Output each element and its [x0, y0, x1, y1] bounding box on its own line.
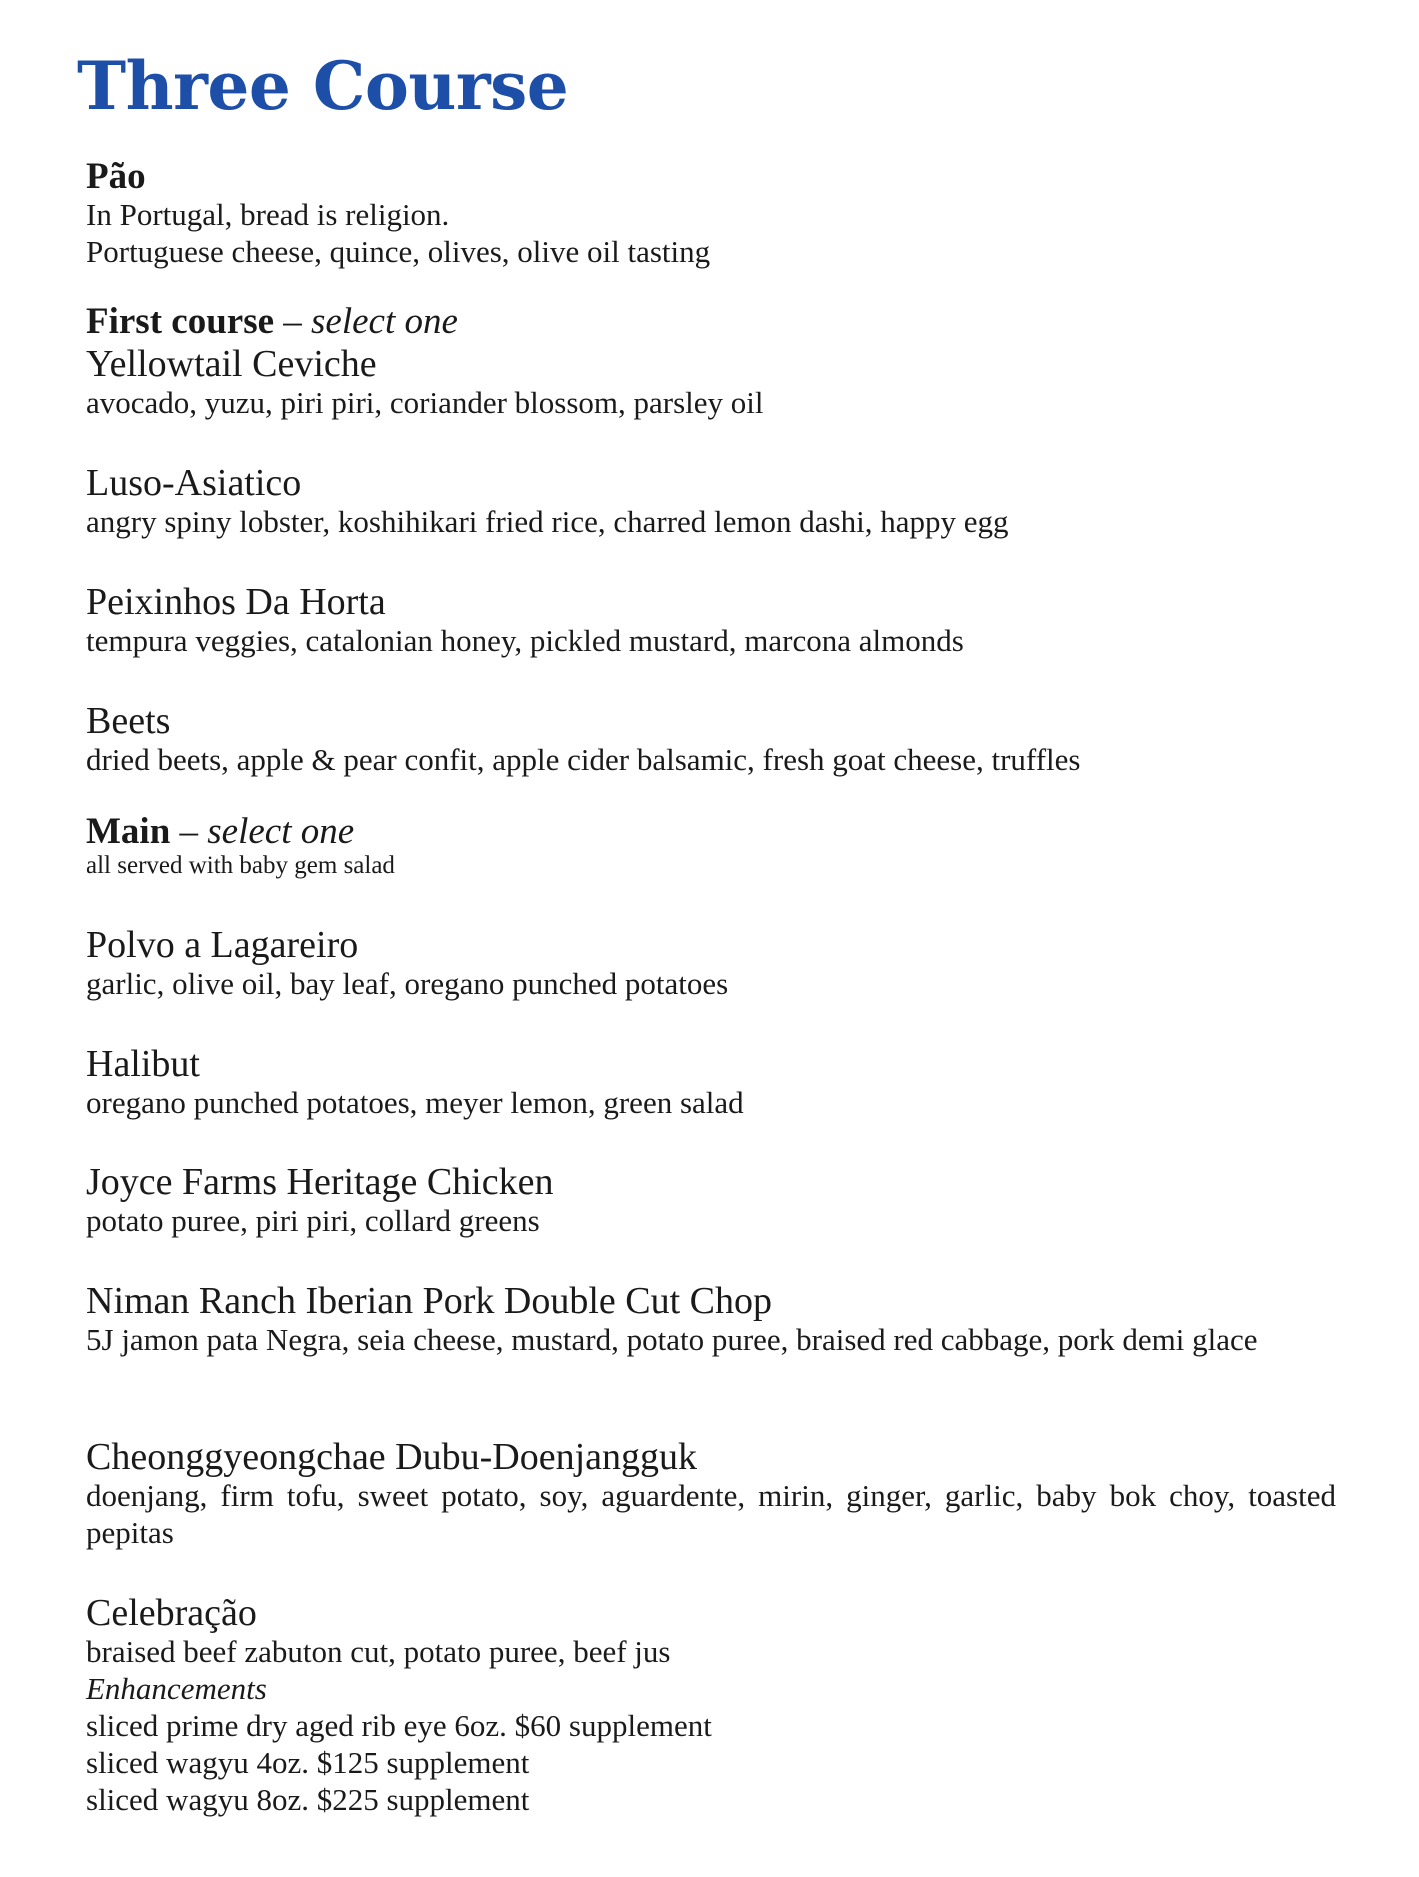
dish-description: tempura veggies, catalonian honey, pickled mustard, marcona almonds	[86, 623, 964, 658]
dish-name: Celebração	[86, 1592, 257, 1634]
enhancement-item: sliced wagyu 4oz. $125 supplement	[86, 1745, 530, 1780]
dish-polvo-a-lagareiro	[86, 925, 1336, 1002]
dish-dubu-doenjangguk	[86, 1437, 1336, 1551]
first-course-select-note: select one	[311, 301, 458, 342]
dish-beets	[86, 701, 1336, 778]
pao-heading: Pão	[86, 156, 146, 197]
dish-name: Peixinhos Da Horta	[86, 581, 386, 623]
dish-name: Cheonggyeongchae Dubu-Doenjangguk	[86, 1436, 698, 1478]
first-course-label: First course	[86, 301, 275, 342]
dish-description: angry spiny lobster, koshihikari fried rice, charred lemon dashi, happy egg	[86, 504, 1009, 539]
dish-peixinhos-da-horta	[86, 582, 1336, 659]
dish-description: garlic, olive oil, bay leaf, oregano punched potatoes	[86, 966, 729, 1001]
pao-section	[86, 158, 1336, 270]
dish-description: avocado, yuzu, piri piri, coriander blossom, parsley oil	[86, 385, 764, 420]
pao-line-1: In Portugal, bread is religion.	[86, 197, 450, 232]
dish-name: Luso-Asiatico	[86, 462, 302, 504]
first-course-heading: First course – select one	[86, 301, 458, 342]
dish-name: Yellowtail Ceviche	[86, 343, 377, 385]
dish-iberian-pork-chop	[86, 1281, 1336, 1358]
main-course-heading: Main – select one all served with baby gem salad	[86, 813, 1336, 881]
dish-description: 5J jamon pata Negra, seia cheese, mustard, potato puree, braised red cabbage, pork demi glace	[86, 1322, 1258, 1357]
dish-description: dried beets, apple & pear confit, apple cider balsamic, fresh goat cheese, truffles	[86, 742, 1081, 777]
dish-luso-asiatico	[86, 463, 1336, 540]
dish-name: Polvo a Lagareiro	[86, 924, 359, 966]
enhancement-item: sliced prime dry aged rib eye 6oz. $60 supplement	[86, 1708, 712, 1743]
dish-halibut	[86, 1044, 1336, 1121]
page-title: Three Course	[77, 47, 569, 125]
dish-description: oregano punched potatoes, meyer lemon, green salad	[86, 1085, 744, 1120]
dish-description: braised beef zabuton cut, potato puree, beef jus	[86, 1634, 671, 1669]
main-select-note: select one	[207, 811, 355, 852]
main-served-note: all served with baby gem salad	[86, 852, 395, 879]
dish-name: Joyce Farms Heritage Chicken	[86, 1161, 554, 1203]
dish-name: Beets	[86, 700, 171, 742]
dish-description: potato puree, piri piri, collard greens	[86, 1203, 540, 1238]
main-label: Main	[86, 811, 171, 852]
dish-description: doenjang, firm tofu, sweet potato, soy, aguardente, mirin, ginger, garlic, baby bok choy, toasted pepitas	[86, 1478, 1336, 1550]
dish-heritage-chicken	[86, 1162, 1336, 1239]
enhancement-item: sliced wagyu 8oz. $225 supplement	[86, 1782, 530, 1817]
pao-line-2: Portuguese cheese, quince, olives, olive oil tasting	[86, 234, 711, 269]
dish-celebracao	[86, 1593, 1336, 1818]
dish-name: Halibut	[86, 1043, 200, 1085]
dish-name: Niman Ranch Iberian Pork Double Cut Chop	[86, 1280, 773, 1322]
enhancements-heading: Enhancements	[86, 1671, 267, 1706]
dish-yellowtail-ceviche	[86, 344, 1336, 421]
